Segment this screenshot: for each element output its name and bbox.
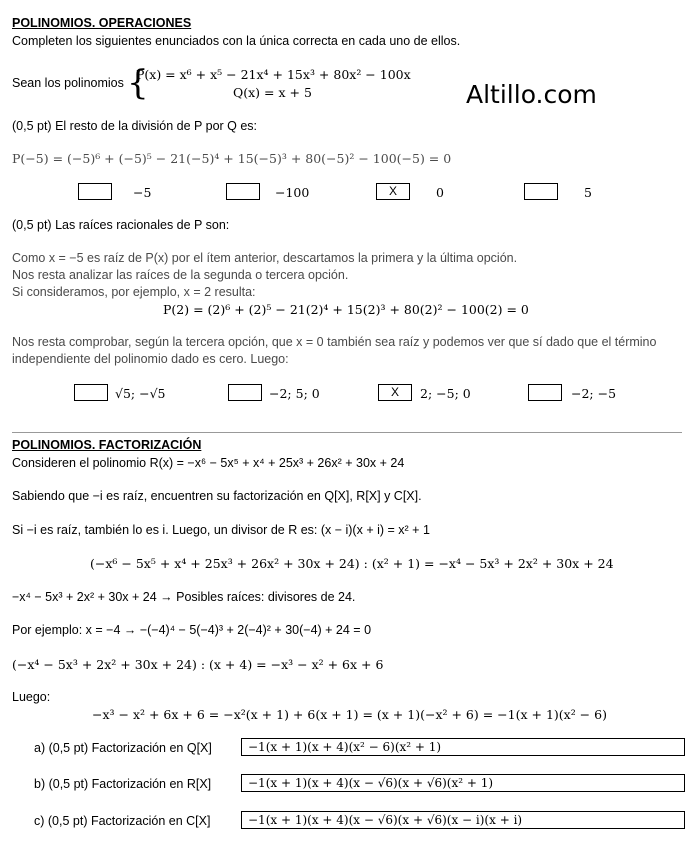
q2-calculation: P(2) = (2)⁶ + (2)⁵ − 21(2)⁴ + 15(2)³ + 80(2)² − 100(2) = 0 bbox=[163, 302, 529, 317]
q2-option-box-3[interactable] bbox=[378, 384, 412, 401]
q2-line-2: Nos resta analizar las raíces de la segunda o tercera opción. bbox=[12, 268, 349, 282]
polynomial-p: P(x) = x⁶ + x⁵ − 21x⁴ + 15x³ + 80x² − 100x bbox=[136, 67, 411, 82]
question-2: (0,5 pt) Las raíces racionales de P son: bbox=[12, 218, 230, 232]
polynomial-q: Q(x) = x + 5 bbox=[233, 85, 312, 100]
division-line-2: (−x⁴ − 5x³ + 2x² + 30x + 24) : (x + 4) = −x³ − x² + 6x + 6 bbox=[12, 657, 384, 672]
possible-roots-line: −x⁴ − 5x³ + 2x² + 30x + 24 → Posibles raíces: divisores de 24. bbox=[12, 590, 356, 604]
q2-line-3: Si consideramos, por ejemplo, x = 2 resulta: bbox=[12, 285, 256, 299]
check-mark: X bbox=[390, 385, 399, 399]
q1-option-box-2[interactable] bbox=[226, 183, 260, 200]
q2-option-3: 2; −5; 0 bbox=[420, 386, 471, 401]
part-c-label: c) (0,5 pt) Factorización en C[X] bbox=[34, 814, 211, 828]
q1-option-4: 5 bbox=[584, 185, 592, 200]
instruction-text: Completen los siguientes enunciados con la única correcta en cada uno de ellos. bbox=[12, 34, 461, 48]
q2-option-2: −2; 5; 0 bbox=[269, 386, 320, 401]
section-title-operaciones: POLINOMIOS. OPERACIONES bbox=[12, 16, 192, 30]
q2-line-4: Nos resta comprobar, según la tercera opción, que x = 0 también sea raíz y podemos ver que sí dado que el término bbox=[12, 335, 657, 349]
division-line-1: (−x⁶ − 5x⁵ + x⁴ + 25x³ + 26x² + 30x + 24) : (x² + 1) = −x⁴ − 5x³ + 2x² + 30x + 24 bbox=[90, 556, 614, 571]
q2-line-5: independiente del polinomio dado es cero. Luego: bbox=[12, 352, 289, 366]
q2-option-4: −2; −5 bbox=[571, 386, 617, 401]
part-a-answer-field[interactable]: −1(x + 1)(x + 4)(x² − 6)(x² + 1) bbox=[241, 738, 685, 756]
question-1: (0,5 pt) El resto de la división de P por Q es: bbox=[12, 119, 258, 133]
q1-option-1: −5 bbox=[133, 185, 152, 200]
q1-option-box-4[interactable] bbox=[524, 183, 558, 200]
part-c-answer-field[interactable]: −1(x + 1)(x + 4)(x − √6)(x + √6)(x − i)(x + i) bbox=[241, 811, 685, 829]
part-b-label: b) (0,5 pt) Factorización en R[X] bbox=[34, 777, 212, 791]
section-title-factorizacion: POLINOMIOS. FACTORIZACIÓN bbox=[12, 438, 202, 452]
q1-option-box-1[interactable] bbox=[78, 183, 112, 200]
q1-option-3: 0 bbox=[436, 185, 444, 200]
q1-option-box-3[interactable] bbox=[376, 183, 410, 200]
sean-label: Sean los polinomios bbox=[12, 76, 124, 90]
luego-label: Luego: bbox=[12, 690, 51, 704]
q2-option-1: √5; −√5 bbox=[115, 386, 166, 401]
q2-line-1: Como x = −5 es raíz de P(x) por el ítem anterior, descartamos la primera y la última opción. bbox=[12, 251, 518, 265]
q2-option-box-2[interactable] bbox=[228, 384, 262, 401]
example-line: Por ejemplo: x = −4 → −(−4)⁴ − 5(−4)³ + 2(−4)² + 30(−4) + 24 = 0 bbox=[12, 623, 372, 637]
section-divider bbox=[12, 432, 682, 433]
r-polynomial-line: Consideren el polinomio R(x) = −x⁶ − 5x⁵ + x⁴ + 25x³ + 26x² + 30x + 24 bbox=[12, 456, 405, 470]
q2-option-box-4[interactable] bbox=[528, 384, 562, 401]
factor-chain-line: −x³ − x² + 6x + 6 = −x²(x + 1) + 6(x + 1) = (x + 1)(−x² + 6) = −1(x + 1)(x² − 6) bbox=[92, 707, 607, 722]
divisor-line: Si −i es raíz, también lo es i. Luego, un divisor de R es: (x − i)(x + i) = x² + 1 bbox=[12, 523, 430, 537]
part-b-answer-field[interactable]: −1(x + 1)(x + 4)(x − √6)(x + √6)(x² + 1) bbox=[241, 774, 685, 792]
q1-calculation: P(−5) = (−5)⁶ + (−5)⁵ − 21(−5)⁴ + 15(−5)³ + 80(−5)² − 100(−5) = 0 bbox=[12, 151, 452, 166]
q1-option-2: −100 bbox=[275, 185, 310, 200]
altillo-logo: Altillo.com bbox=[466, 80, 597, 109]
root-statement: Sabiendo que −i es raíz, encuentren su factorización en Q[X], R[X] y C[X]. bbox=[12, 489, 422, 503]
part-a-label: a) (0,5 pt) Factorización en Q[X] bbox=[34, 741, 212, 755]
q2-option-box-1[interactable] bbox=[74, 384, 108, 401]
check-mark: X bbox=[388, 184, 397, 198]
brace-symbol: { bbox=[127, 63, 149, 103]
